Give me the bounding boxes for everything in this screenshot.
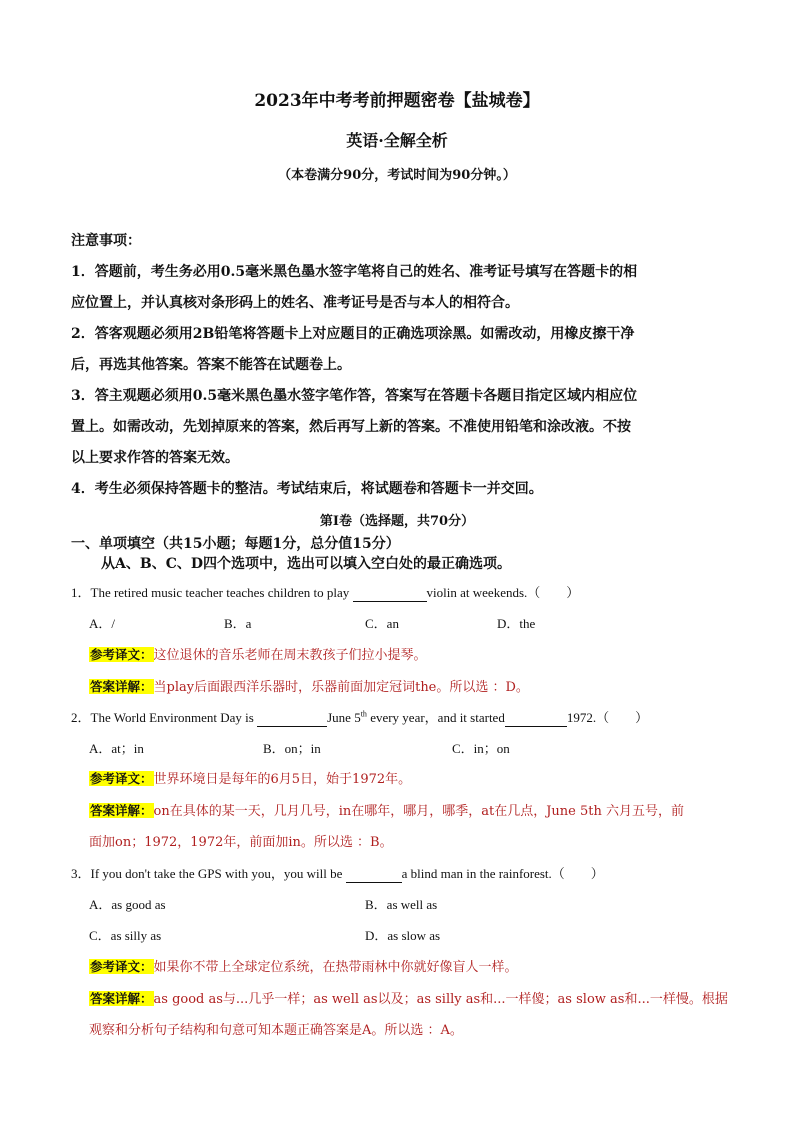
option: C．in；on	[452, 741, 510, 756]
translation-text: 世界环境日是每年的6月5日，始于1972年。	[153, 772, 412, 787]
question-stem-end: a blind man in the rainforest.（ ）	[401, 866, 604, 881]
option: D．as slow as	[365, 928, 441, 943]
option: A．at；in	[89, 741, 144, 756]
explanation-line	[89, 988, 728, 1007]
part-heading: 第I卷（选择题，共70分）	[319, 514, 475, 529]
option: B．on；in	[263, 741, 321, 756]
translation-text: 如果你不带上全球定位系统，在热带雨林中你就好像盲人一样。	[153, 960, 518, 975]
answer-blank	[257, 710, 327, 727]
explanation-line	[89, 800, 684, 819]
answer-blank	[346, 866, 402, 883]
explanation-text: 当play后面跟西洋乐器时，乐器前面加定冠词the。所以选 ：D。	[153, 680, 529, 695]
question-3-stem	[71, 863, 604, 883]
notice-line: 应位置上，并认真核对条形码上的姓名、准考证号是否与本人的相符合。	[71, 295, 519, 311]
question-stem-middle: June 5	[327, 710, 361, 725]
explanation-continuation: 面加on；1972，1972年，前面加in。所以选 ：B。	[89, 835, 393, 850]
option: B．a	[224, 616, 252, 631]
explanation-label: 答案详解：	[90, 803, 153, 818]
notice-line: 3．答主观题必须用0.5毫米黑色墨水签字笔作答，答案写在答题卡各题目指定区域内相应位	[71, 388, 638, 404]
superscript: th	[360, 709, 367, 719]
question-stem-end: 1972.（ ）	[566, 710, 649, 725]
notice-line: 后，再选其他答案。答案不能答在试题卷上。	[71, 357, 351, 373]
question-stem-start: 1．The retired music teacher teaches children to play	[71, 585, 353, 600]
answer-blank	[505, 710, 567, 727]
option: B．as well as	[365, 897, 438, 912]
explanation-text: as good as与...几乎一样；as well as以及；as silly as和...一样傻；as slow as和...一样慢。根据	[153, 992, 728, 1007]
translation-label: 参考译文：	[90, 647, 153, 662]
option: D．the	[497, 616, 536, 631]
translation-line	[89, 956, 518, 975]
translation-label: 参考译文：	[90, 959, 153, 974]
exam-note: （本卷满分90分，考试时间为90分钟。）	[278, 168, 516, 183]
explanation-label: 答案详解：	[90, 679, 153, 694]
notice-line: 1．答题前，考生务必用0.5毫米黑色墨水签字笔将自己的姓名、准考证号填写在答题卡的相	[71, 264, 638, 280]
explanation-continuation: 观察和分析句子结构和句意可知本题正确答案是A。所以选 ：A。	[89, 1023, 463, 1038]
option: C．an	[365, 616, 399, 631]
translation-label: 参考译文：	[90, 771, 153, 786]
notice-heading: 注意事项：	[71, 233, 141, 249]
question-2-stem	[71, 707, 648, 727]
notice-line: 置上。如需改动，先划掉原来的答案，然后再写上新的答案。不准使用铅笔和涂改液。不按	[71, 419, 631, 435]
notice-line: 以上要求作答的答案无效。	[71, 450, 239, 466]
translation-line	[89, 768, 411, 787]
exam-title: 2023年中考考前押题密卷【盐城卷】	[254, 91, 540, 111]
option: A．/	[89, 616, 116, 631]
answer-blank	[353, 585, 427, 602]
explanation-line	[89, 676, 529, 695]
explanation-label: 答案详解：	[90, 991, 153, 1006]
option: C．as silly as	[89, 928, 162, 943]
option: A．as good as	[89, 897, 166, 912]
exam-subtitle: 英语·全解全析	[346, 131, 448, 150]
section-instruction: 从A、B、C、D四个选项中，选出可以填入空白处的最正确选项。	[101, 556, 511, 572]
section-title: 一、单项填空（共15小题；每题1分，总分值15分）	[71, 536, 400, 552]
question-stem-end: violin at weekends.（ ）	[426, 585, 580, 600]
question-stem-start: 3．If you don't take the GPS with you，you will be	[71, 866, 346, 881]
notice-line: 2．答客观题必须用2B铅笔将答题卡上对应题目的正确选项涂黑。如需改动，用橡皮擦干净	[71, 326, 635, 342]
translation-text: 这位退休的音乐老师在周末教孩子们拉小提琴。	[153, 648, 427, 663]
question-stem-start: 2．The World Environment Day is	[71, 710, 258, 725]
question-stem-middle: every year，and it started	[366, 710, 505, 725]
explanation-text: on在具体的某一天，几月几号，in在哪年，哪月，哪季，at在几点，June 5th 六月五号，前	[153, 804, 685, 819]
question-1-stem	[71, 582, 579, 602]
translation-line	[89, 644, 427, 663]
notice-line: 4．考生必须保持答题卡的整洁。考试结束后，将试题卷和答题卡一并交回。	[71, 481, 543, 497]
